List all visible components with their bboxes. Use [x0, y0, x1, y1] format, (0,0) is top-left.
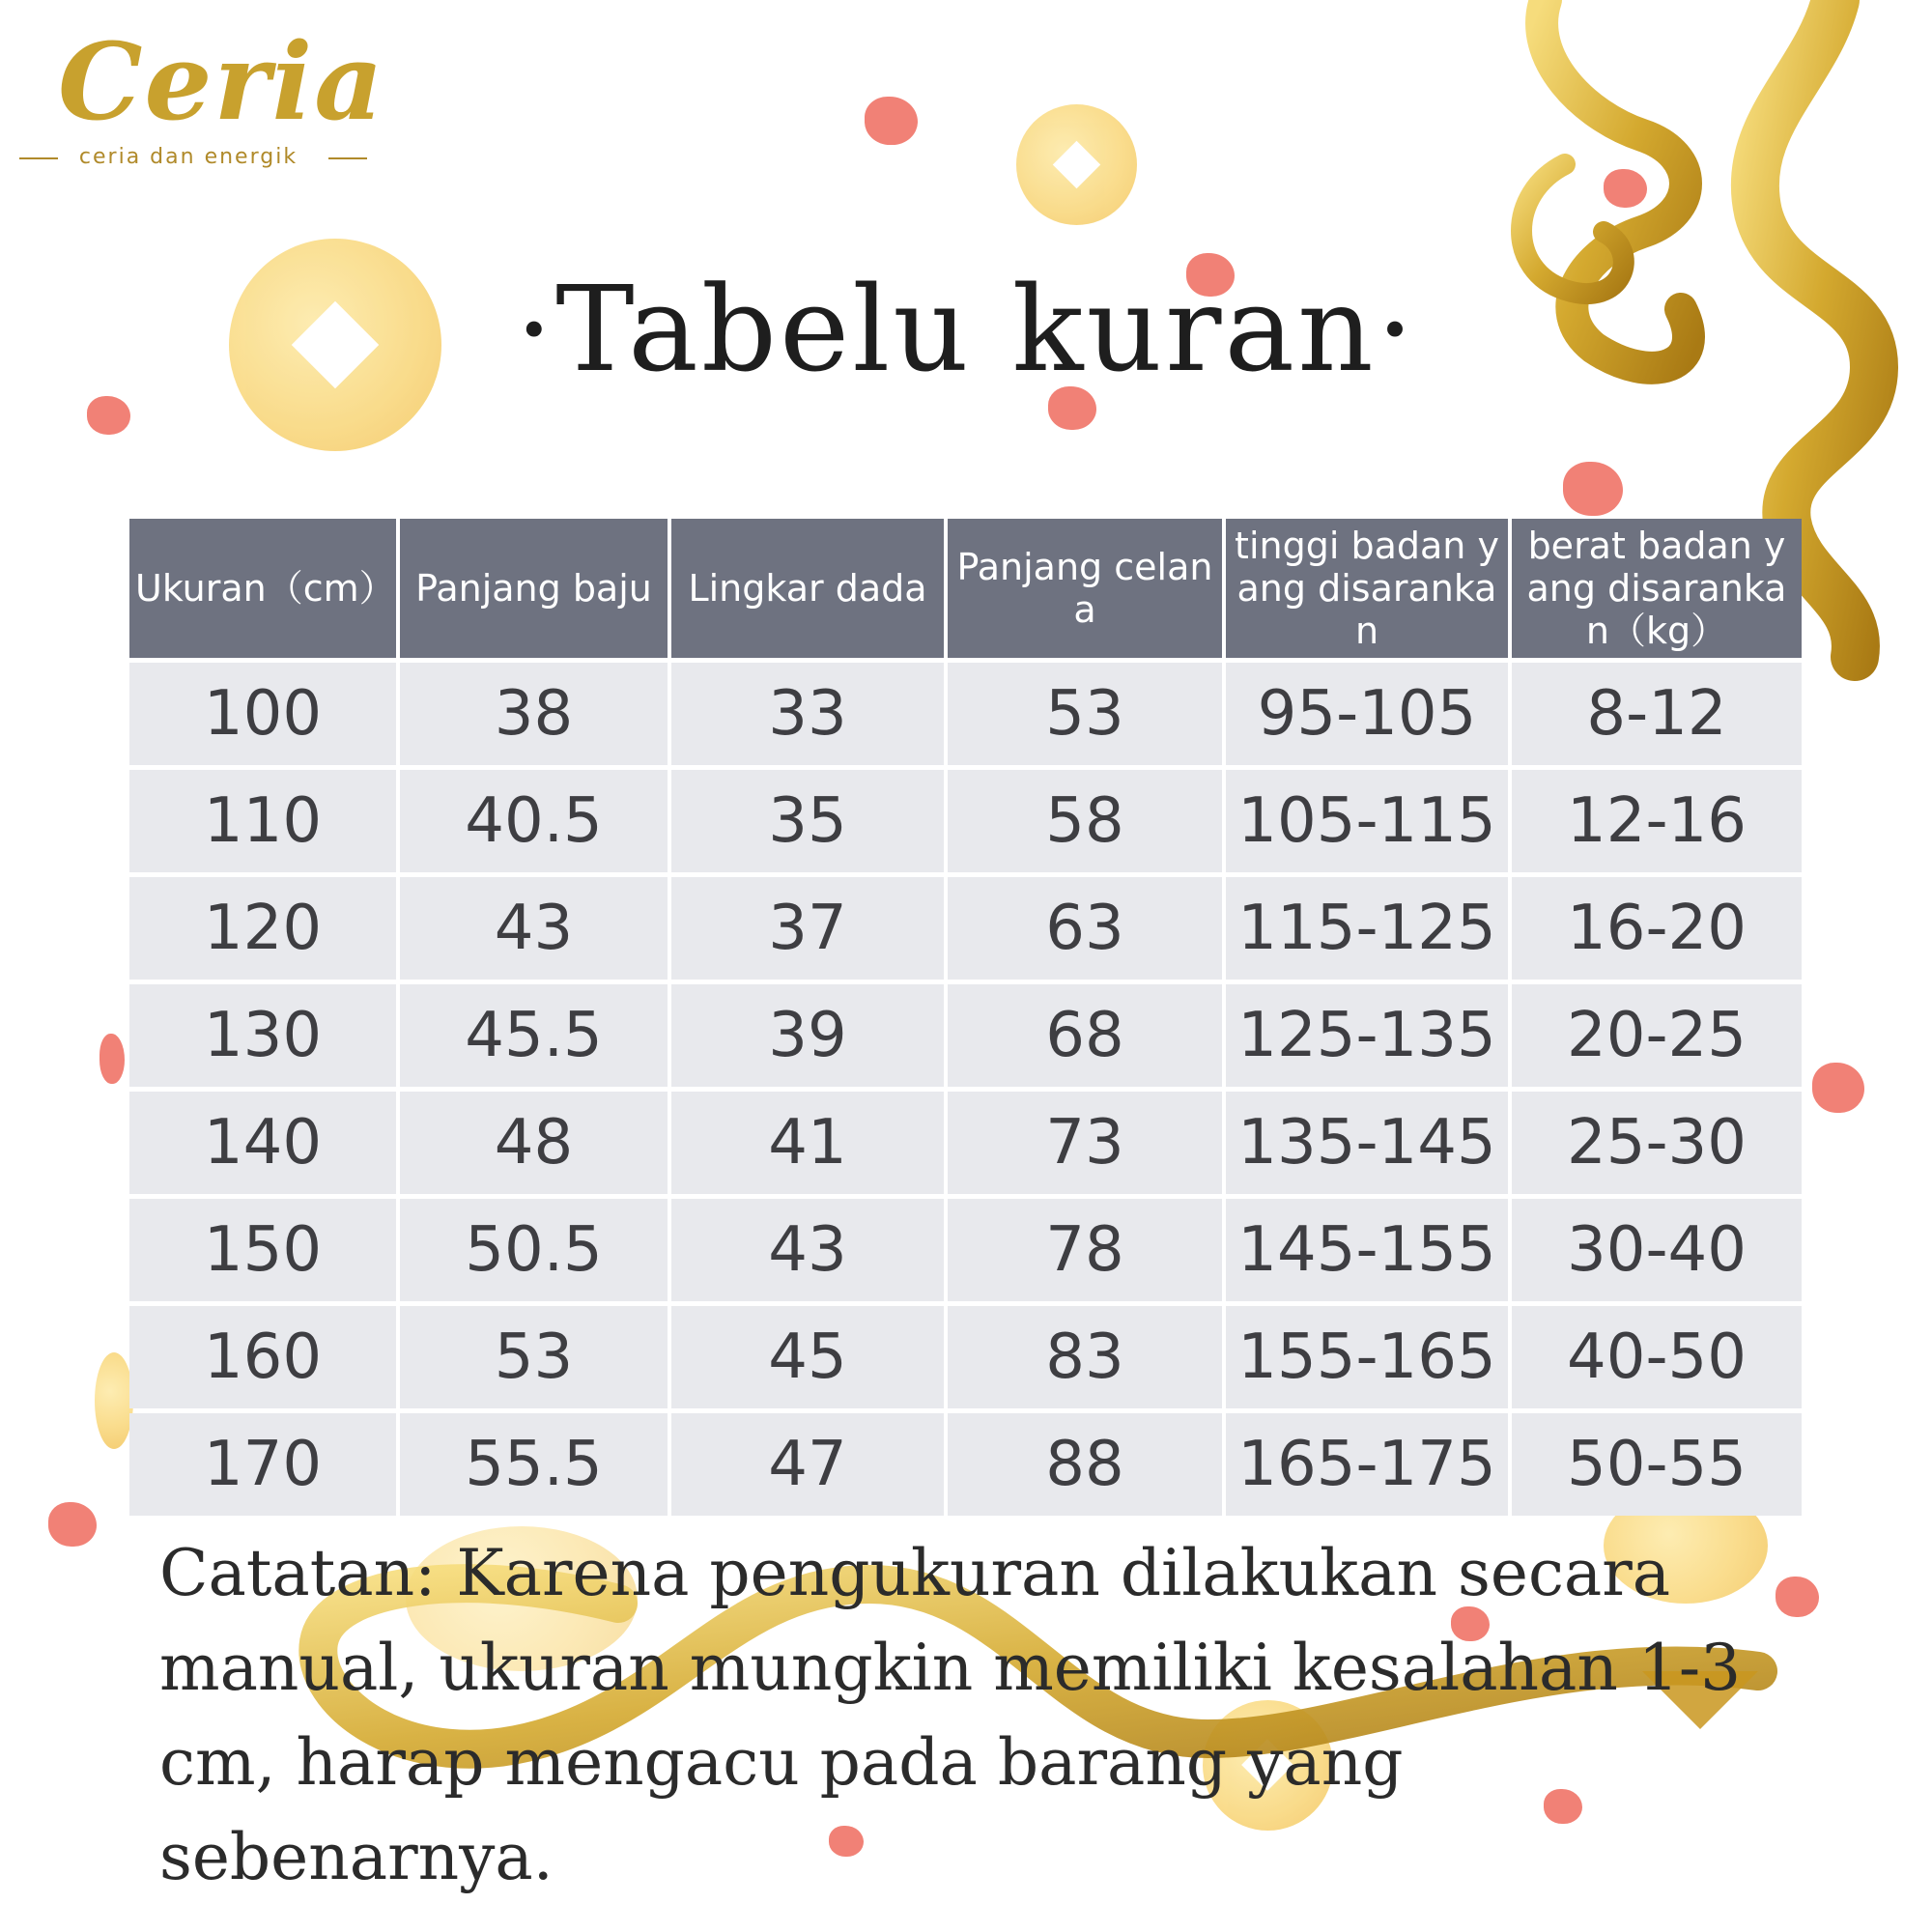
- table-cell: 170: [129, 1413, 396, 1516]
- column-header: Panjang baju: [400, 519, 668, 658]
- table-cell: 45.5: [400, 984, 668, 1087]
- logo-wordmark: Ceria: [58, 19, 385, 144]
- table-cell: 120: [129, 877, 396, 980]
- column-header: tinggi badan yang disarankan: [1226, 519, 1508, 658]
- table-cell: 55.5: [400, 1413, 668, 1516]
- table-row: [129, 1306, 1802, 1408]
- measurement-note: Catatan: Karena pengukuran dilakukan secara manual, ukuran mungkin memiliki kesalahan 1-3 cm, harap mengacu pada barang yang sebenarnya.: [159, 1536, 1742, 1894]
- logo-tagline: ceria dan energik: [78, 145, 298, 169]
- table-cell: 115-125: [1226, 877, 1508, 980]
- table-cell: 83: [948, 1306, 1222, 1408]
- table-cell: 38: [400, 663, 668, 765]
- table-cell: 68: [948, 984, 1222, 1087]
- table-cell: 33: [671, 663, 944, 765]
- table-cell: 43: [671, 1199, 944, 1301]
- table-cell: 45: [671, 1306, 944, 1408]
- column-header: Lingkar dada: [671, 519, 944, 658]
- table-cell: 105-115: [1226, 770, 1508, 872]
- column-header: Ukuran（cm）: [129, 519, 396, 658]
- table-cell: 39: [671, 984, 944, 1087]
- table-row: [129, 770, 1802, 872]
- table-cell: 40-50: [1512, 1306, 1802, 1408]
- table-cell: 88: [948, 1413, 1222, 1516]
- table-cell: 25-30: [1512, 1092, 1802, 1194]
- table-cell: 35: [671, 770, 944, 872]
- logo-divider-right: [328, 157, 367, 159]
- table-cell: 130: [129, 984, 396, 1087]
- table-cell: 53: [948, 663, 1222, 765]
- table-cell: 110: [129, 770, 396, 872]
- table-cell: 155-165: [1226, 1306, 1508, 1408]
- table-row: [129, 984, 1802, 1087]
- table-cell: 48: [400, 1092, 668, 1194]
- table-cell: 150: [129, 1199, 396, 1301]
- table-cell: 37: [671, 877, 944, 980]
- table-cell: 50.5: [400, 1199, 668, 1301]
- table-cell: 95-105: [1226, 663, 1508, 765]
- table-cell: 41: [671, 1092, 944, 1194]
- column-header: berat badan yang disarankan（kg）: [1512, 519, 1802, 658]
- table-cell: 135-145: [1226, 1092, 1508, 1194]
- table-cell: 78: [948, 1199, 1222, 1301]
- table-row: [129, 877, 1802, 980]
- table-cell: 160: [129, 1306, 396, 1408]
- table-row: [129, 1413, 1802, 1516]
- table-cell: 43: [400, 877, 668, 980]
- table-cell: 58: [948, 770, 1222, 872]
- table-cell: 16-20: [1512, 877, 1802, 980]
- table-cell: 145-155: [1226, 1199, 1508, 1301]
- table-row: [129, 1199, 1802, 1301]
- table-cell: 20-25: [1512, 984, 1802, 1087]
- table-cell: 12-16: [1512, 770, 1802, 872]
- table-cell: 50-55: [1512, 1413, 1802, 1516]
- table-header-row: [129, 519, 1802, 658]
- table-cell: 73: [948, 1092, 1222, 1194]
- table-cell: 30-40: [1512, 1199, 1802, 1301]
- table-cell: 8-12: [1512, 663, 1802, 765]
- table-cell: 40.5: [400, 770, 668, 872]
- table-cell: 125-135: [1226, 984, 1508, 1087]
- brand-logo: [19, 19, 385, 174]
- table-cell: 47: [671, 1413, 944, 1516]
- table-row: [129, 1092, 1802, 1194]
- table-cell: 53: [400, 1306, 668, 1408]
- table-cell: 100: [129, 663, 396, 765]
- table-cell: 63: [948, 877, 1222, 980]
- size-table: [126, 514, 1805, 1520]
- page-title: ·Tabelu kuran·: [515, 261, 1417, 398]
- table-cell: 140: [129, 1092, 396, 1194]
- column-header: Panjang celana: [948, 519, 1222, 658]
- table-cell: 165-175: [1226, 1413, 1508, 1516]
- table-row: [129, 663, 1802, 765]
